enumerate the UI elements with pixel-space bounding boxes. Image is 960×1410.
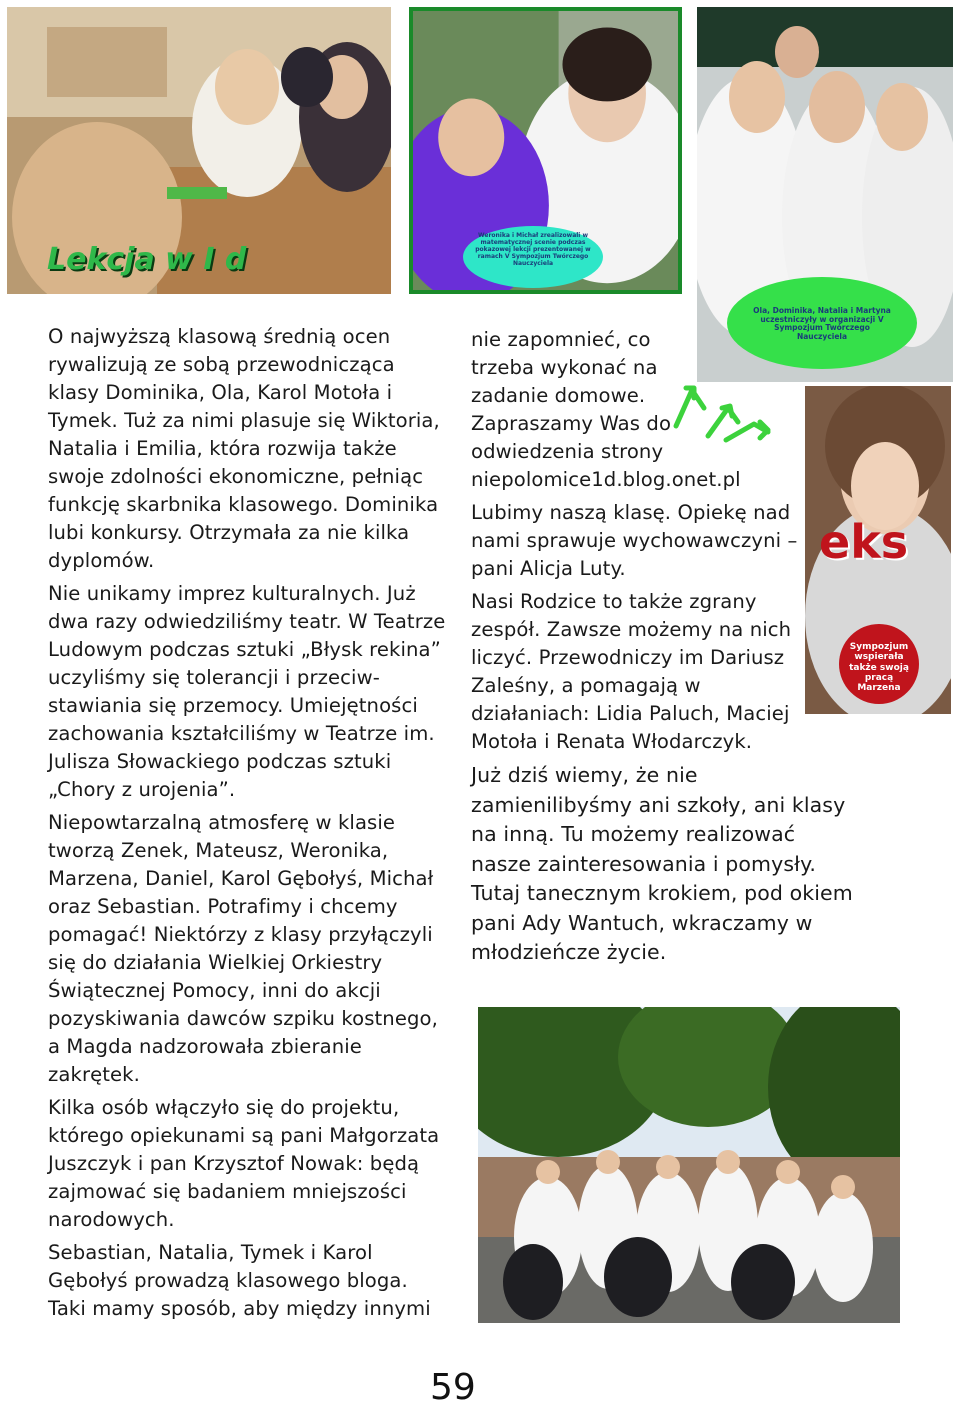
paragraph: Niepowtarzalną atmosferę w klasie tworzą Zenek, Mateusz, Weronika, Marzena, Daniel, Karol Gębołyś, Michał oraz Sebastian. Potrafimy i chcemy pomagać! Niektórzy z klasy przyłączyli się do działania Wielkiej Orkiestry Świątecznej Pomocy, inni do akcji pozyskiwania dawców szpiku kostnego, a Magda nadzorowała zbieranie zakrętek.	[48, 811, 438, 1086]
paragraph: O najwyższą klasową średnią ocen rywalizują ze sobą przewodnicząca klasy Dominika, Ola, Karol Motoła i Tymek. Tuż za nimi plasuje się Wiktoria, Natalia i Emilia, która rozwija także swoje zdolności ekonomiczne, pełniąc funkcję skarbnika klasowego. Dominika lubi konkursy. Otrzymała za nie kilka dyplomów.	[48, 325, 440, 572]
text-column-right	[471, 326, 871, 973]
photo-class-group	[478, 1007, 900, 1323]
weronika-bubble-text: Weronika i Michał zrealizowali w matematycznej scenie podczas pokazowej lekcji prezentowanej w ramach V Sympozjum Twórczego Nauczyciela	[475, 232, 591, 267]
paragraph: Nie unikamy imprez kulturalnych. Już dwa razy odwiedziliśmy teatr. W Teatrze Ludowym podczas sztuki „Błysk rekina” uczyliśmy się tolerancji i przeciw-stawiania się przemocy. Umiejętności zachowania kształciliśmy w Teatrze im. Julisza Słowackiego podczas sztuki „Chory z urojenia”.	[48, 582, 446, 801]
lesson-caption: Lekcja w I d	[47, 242, 247, 277]
girls-bubble-text: Ola, Dominika, Natalia i Martyna uczestniczyły w organizacji V Sympozjum Twórczego Nauczyciela	[753, 306, 891, 341]
paragraph: Lubimy naszą klasę. Opiekę nad nami sprawuje wychowawczyni – pani Alicja Luty.	[471, 501, 798, 580]
paragraph: Nasi Rodzice to także zgrany zespół. Zawsze możemy na nich liczyć. Przewodniczy im Dariusz Zaleśny, a pomagają w działaniach: Lidia Paluch, Maciej Motoła i Renata Włodarczyk.	[471, 590, 792, 753]
paragraph: nie zapomnieć, co trzeba wykonać na zadanie domowe. Zapraszamy Was do odwiedzenia strony niepolomice1d.blog.onet.pl	[471, 328, 741, 491]
photo-weronika	[409, 7, 682, 294]
marzena-partial-word: eks	[819, 515, 909, 569]
paragraph: Kilka osób włączyło się do projektu, którego opiekunami są pani Małgorzata Juszczyk i pan Krzysztof Nowak: będą zajmować się badaniem mniejszości narodowych.	[48, 1096, 440, 1231]
marzena-badge-text: Sympozjum wspierała także swoją pracą Marzena	[849, 642, 909, 694]
page-number: 59	[430, 1367, 476, 1408]
text-column-left	[48, 323, 448, 1328]
photo-classroom-lesson	[7, 7, 391, 294]
paragraph: Sebastian, Natalia, Tymek i Karol Gębołyś prowadzą klasowego bloga. Taki mamy sposób, aby między innymi	[48, 1241, 431, 1320]
paragraph: Już dziś wiemy, że nie zamienilibyśmy ani szkoły, ani klasy na inną. Tu możemy realizować nasze zainteresowania i pomysły. Tutaj tanecznym krokiem, pod okiem pani Ady Wantuch, wkraczamy w młodzieńcze życie.	[471, 763, 853, 964]
